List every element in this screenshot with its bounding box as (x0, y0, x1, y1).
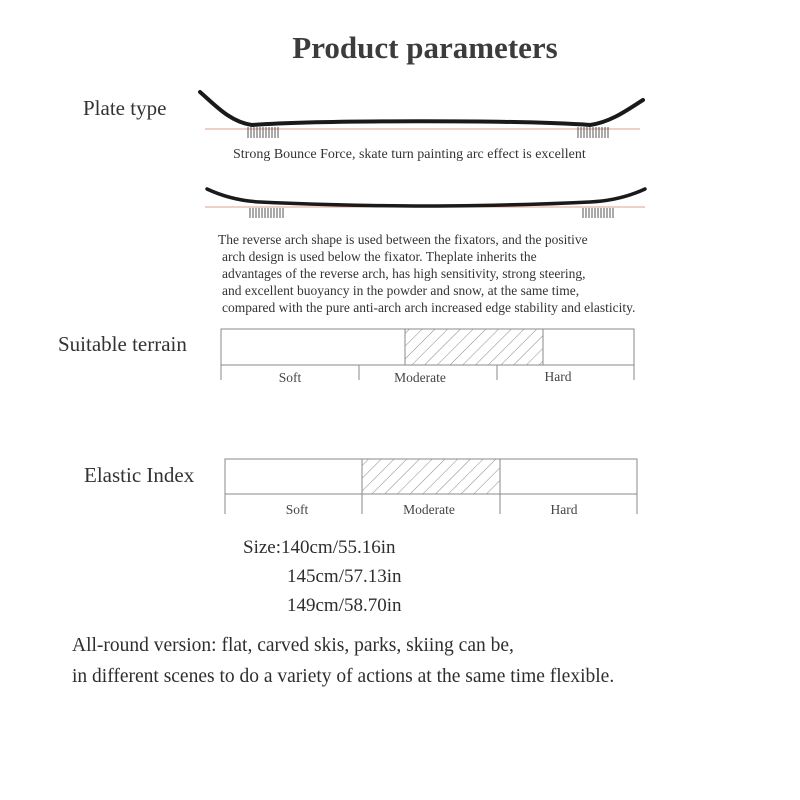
elastic-level-hard: Hard (550, 502, 578, 517)
usage-note (72, 630, 614, 692)
elastic-level-soft: Soft (285, 502, 309, 517)
binding-right-2 (583, 208, 613, 218)
camber-board-profile (200, 92, 643, 138)
elastic-label: Elastic Index (84, 463, 195, 487)
caption-line: compared with the pure anti-arch arch increased edge stability and elasticity. (222, 300, 636, 315)
terrain-level-hard: Hard (544, 369, 572, 384)
board-curve-2 (207, 189, 645, 206)
board-curve-1 (200, 92, 643, 125)
size-value: 145cm/57.13in (287, 566, 402, 587)
plate-caption-2 (218, 231, 635, 316)
elastic-level-moderate: Moderate (403, 502, 455, 517)
terrain-selected-band (405, 329, 543, 365)
terrain-level-moderate: Moderate (394, 370, 446, 385)
size-value: 149cm/58.70in (287, 595, 402, 616)
terrain-label: Suitable terrain (58, 332, 187, 356)
plate-caption-1: Strong Bounce Force, skate turn painting arc effect is excellent (233, 147, 586, 162)
caption-line: and excellent buoyancy in the powder and snow, at the same time, (222, 283, 580, 298)
elastic-selected-band (362, 459, 500, 494)
caption-line: advantages of the reverse arch, has high sensitivity, strong steering, (222, 266, 586, 281)
size-value: 140cm/55.16in (281, 537, 396, 558)
plate-type-label: Plate type (83, 96, 167, 120)
page-title: Product parameters (292, 30, 558, 65)
caption-line: arch design is used below the fixator. Theplate inherits the (222, 249, 537, 264)
size-row-1 (243, 537, 396, 559)
size-prefix: Size: (243, 537, 281, 558)
usage-note-line: in different scenes to do a variety of actions at the same time flexible. (72, 666, 615, 687)
usage-note-line: All-round version: flat, carved skis, parks, skiing can be, (72, 635, 514, 656)
caption-line: The reverse arch shape is used between the fixators, and the positive (218, 232, 588, 247)
terrain-level-soft: Soft (278, 370, 302, 385)
rocker-board-profile (205, 189, 645, 218)
binding-left-2 (250, 208, 283, 218)
